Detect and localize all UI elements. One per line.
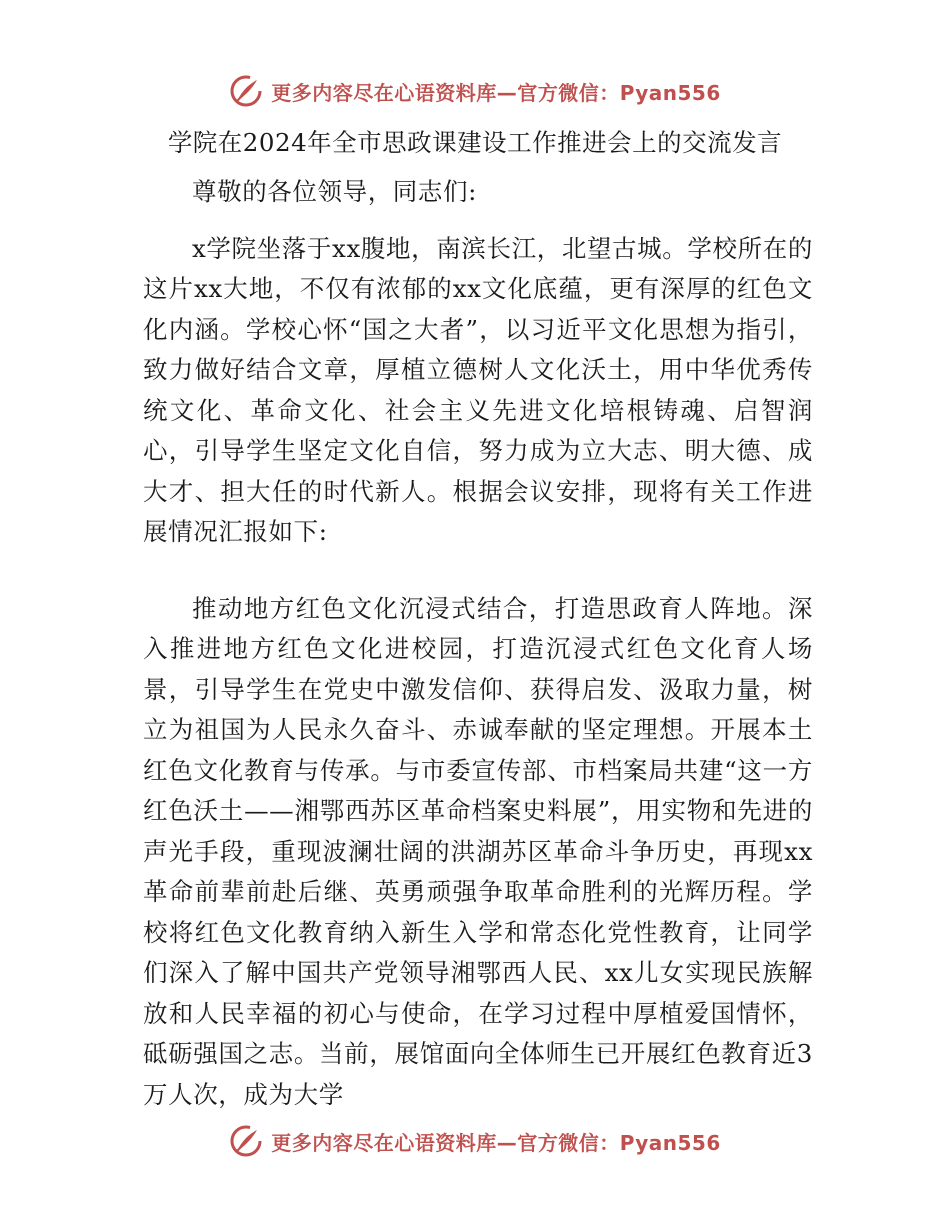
document-title: 学院在2024年全市思政课建设工作推进会上的交流发言 — [167, 128, 783, 157]
body-paragraph: 推动地方红色文化沉浸式结合，打造思政育人阵地。深入推进地方红色文化进校园，打造沉浸式红色文化育人场景，引导学生在党史中激发信仰、获得启发、汲取力量，树立为祖国为人民永久奋斗、赤诚奉献的坚定理想。开展本土红色文化教育与传承。与市委宣传部、市档案局共建“这一方红色沃土——湘鄂西苏区革命档案史料展”，用实物和先进的声光手段，重现波澜壮阔的洪湖苏区革命斗争历史，再现xx革命前辈前赴后继、英勇顽强争取革命胜利的光辉历程。学校将红色文化教育纳入新生入学和常态化党性教育，让同学们深入了解中国共产党领导湘鄂西人民、xx儿女实现民族解放和人民幸福的初心与使命，在学习过程中厚植爱国情怀，砥砺强国之志。当前，展馆面向全体师生已开展红色教育近3万人次，成为大学 — [143, 593, 813, 1109]
watermark-text: 更多内容尽在心语资料库—官方微信：Pyan556 — [271, 80, 721, 105]
quill-logo-icon — [229, 74, 263, 108]
watermark-text: 更多内容尽在心语资料库—官方微信：Pyan556 — [271, 1130, 721, 1155]
header-watermark — [0, 74, 950, 108]
document-body — [143, 172, 813, 1115]
footer-watermark — [0, 1124, 950, 1158]
quill-logo-icon — [229, 1124, 263, 1158]
intro-paragraph: x学院坐落于xx腹地，南滨长江，北望古城。学校所在的这片xx大地，不仅有浓郁的xx文化底蕴，更有深厚的红色文化内涵。学校心怀“国之大者”，以习近平文化思想为指引，致力做好结合文章，厚植立德树人文化沃土，用中华优秀传统文化、革命文化、社会主义先进文化培根铸魂、启智润心，引导学生坚定文化自信，努力成为立大志、明大德、成大才、担大任的时代新人。根据会议安排，现将有关工作进展情况汇报如下: — [143, 233, 813, 546]
salutation-paragraph: 尊敬的各位领导，同志们: — [192, 177, 477, 206]
